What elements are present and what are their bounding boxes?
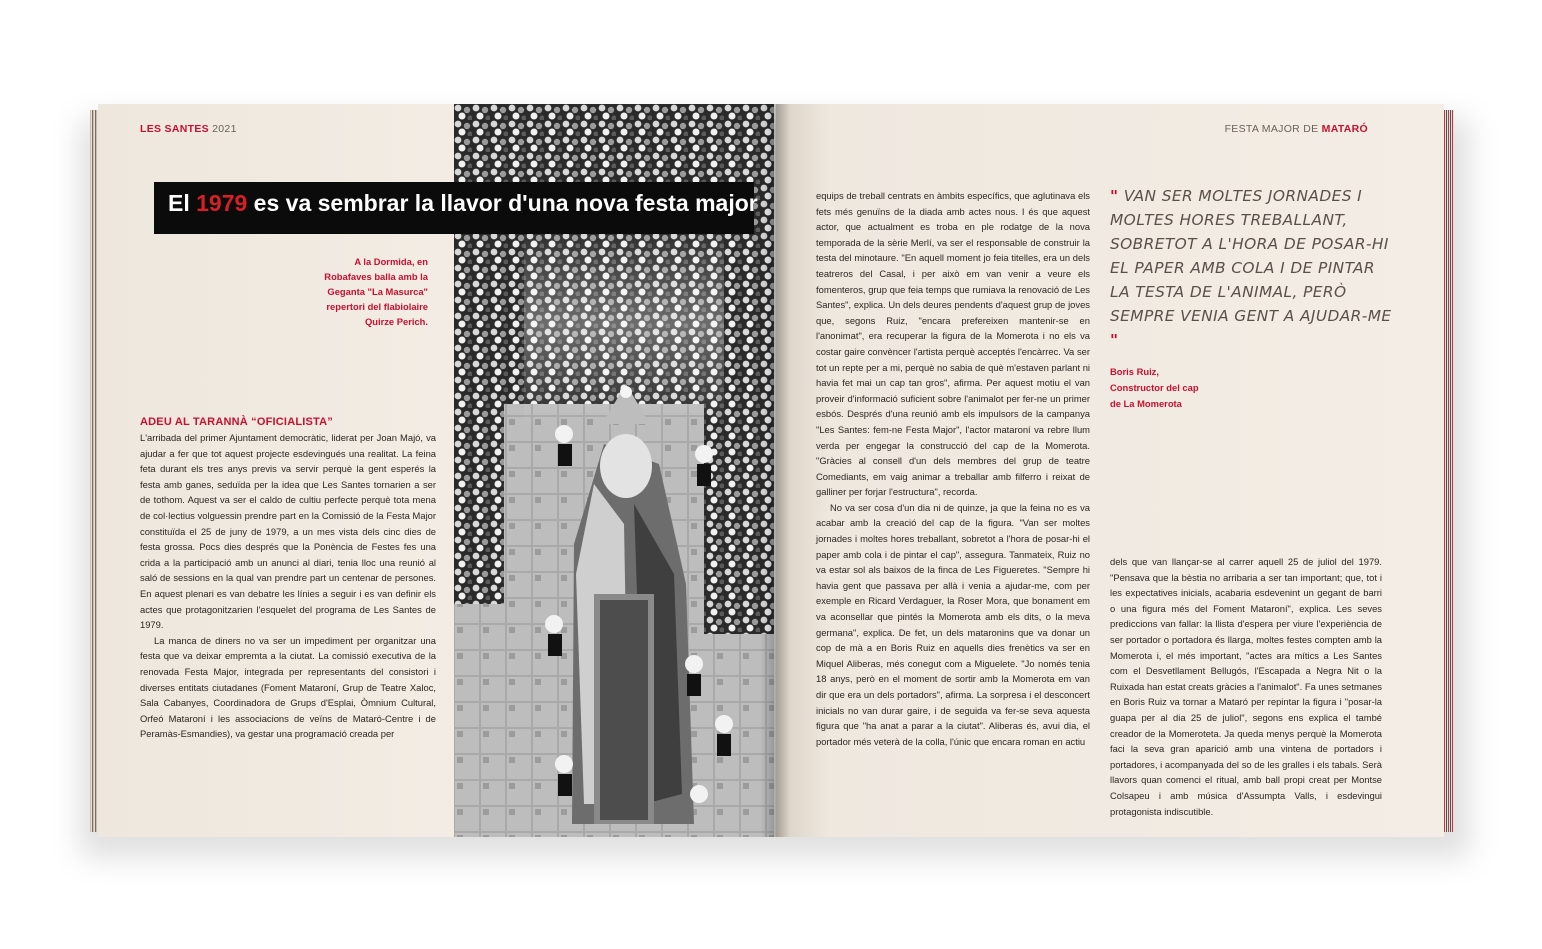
quote-attribution: [1110, 364, 1199, 412]
author-role: de La Momerota: [1110, 398, 1182, 409]
article-title: [168, 190, 758, 217]
body-paragraph: equips de treball centrats en àmbits específics, que aglutinava els fets més genuïns de la diada amb actes nous. I és que aquest actor, que actualment es troba en ple rodatge de la nova temporada de la sèrie Merlí, va ser el responsable de construir la testa del minotaure. "En aquell moment jo feia titelles, era un dels teatreros del Casal, i per això em van venir a veure els fomenteros, grup que feia temps que rumiava la renovació de Les Santes", explica. Un dels deures pendents d'aquest grup de joves que, segons Ruiz, "encara prefereixen mantenir-se en l'anonimat", era recuperar la figura de la Momerota i no els va costar gaire convèncer l'artista perquè acceptés l'encàrrec. Va ser tot un repte per a mi, perquè no sabia de què m'estaven parlant ni havia fet mai un cap tan gros", afirma. Per aquest motiu el van proveir d'informació suficient sobre l'animalot per fer-ne un primer esbós. Després d'una reunió amb els impulsors de la campanya "Les Santes: fem-ne Festa Major", l'actor mataroní va rebre llum verda per engegar la construcció del cap de la Momerota. "Gràcies al consell d'un dels membres del grup de teatre Comediants, em vaig animar a treballar amb filferro i reixat de galliner per forjar l'estructura", recorda.: [816, 190, 1090, 498]
author-role: Constructor del cap: [1110, 382, 1199, 393]
caption-line: Quirze Perich.: [364, 316, 428, 327]
title-pre: El: [168, 190, 197, 216]
right-page: [776, 104, 1444, 837]
pull-quote-text: VAN SER MOLTES JORNADES I MOLTES HORES TREBALLANT, SOBRETOT A L'HORA DE POSAR-HI EL PAPER AMB COLA I DE PINTAR LA TESTA DE L'ANIMAL, PERÒ SEMPRE VENIA GENT A AJUDAR-ME: [1110, 187, 1392, 325]
photo-caption: [276, 254, 428, 329]
title-post: es va sembrar la llavor d'una nova festa major: [247, 190, 758, 216]
body-paragraph: No va ser cosa d'un dia ni de quinze, ja que la feina no es va acabar amb la creació del cap de la figura. "Van ser moltes jornades i moltes hores treballant, sobretot a l'hora de posar-hi el paper amb cola i de pintar el cap", assegura. Tanmateix, Ruiz no va estar sol als baixos de la finca de Les Figueretes. "Sempre hi havia gent que passava per allà i venia a ajudar-me, com per exemple en Ricard Verdaguer, la Roser Mora, que bonament em va aconsellar que pintés la Momerota amb els dits, o la meva germana", explica. De fet, un dels mataronins que va donar un cop de mà a en Boris Ruiz en aquells dies frenètics va ser en Miquel Aliberas, més conegut com a Miguelete. "Jo només tenia 18 anys, però en el moment de sortir amb la Momerota em van dir que era un dels portadors", afirma. La sorpresa i el desconcert inicials no van durar gaire, i de seguida va fer-se seva aquesta figura que "ha anat a parar a la ciutat". Aliberas és, avui dia, el portador més veterà de la colla, l'únic que encara roman en actiu: [816, 501, 1090, 747]
title-year: 1979: [196, 190, 248, 216]
right-column-1: [816, 188, 1090, 749]
right-page-edges: [1444, 110, 1454, 832]
author-name: Boris Ruiz,: [1110, 366, 1159, 377]
caption-line: A la Dormida, en: [354, 256, 428, 267]
left-running-head: [140, 123, 237, 135]
left-page-edges: [90, 110, 98, 832]
pull-quote: [1110, 184, 1400, 352]
quote-close-mark: ": [1110, 331, 1119, 349]
book-spine-shadow: [760, 104, 790, 837]
section-subhead: ADEU AL TARANNÀ “OFICIALISTA”: [140, 416, 333, 428]
caption-line: Robafaves balla amb la: [324, 271, 428, 282]
running-head-prefix: FESTA MAJOR DE: [1224, 123, 1322, 135]
running-head-year: 2021: [212, 123, 237, 135]
running-head-city: MATARÓ: [1321, 123, 1368, 135]
right-column-2: [1110, 554, 1382, 819]
caption-line: Geganta "La Masurca": [327, 286, 428, 297]
caption-line: repertori del flabiolaire: [326, 301, 428, 312]
body-paragraph: L'arribada del primer Ajuntament democràtic, liderat per Joan Majó, va ajudar a fer que tot aquest projecte esdevingués una realitat. La feina feta durant els tres anys previs va servir perquè la gent esperés la festa amb ganes, seduïda per la idea que Les Santes tornarien a ser de tothom. Aquest va ser el caldo de cultiu perfecte perquè tota mena de col·lectius volguessin prendre part en la Comissió de la Festa Major constituïda el 25 de juny de 1979, a un mes vista dels cinc dies de festa grossa. Pocs dies després que la Ponència de Festes fes una crida a la participació amb un anunci al diari, tenia lloc una reunió al saló de sessions en la qual van prendre part un centenar de persones. En aquest plenari es van debatre les línies a seguir i es van definir els actes que protagonitzarien l'esquelet del programa de Les Santes de 1979.: [140, 432, 436, 631]
left-page: [98, 104, 774, 837]
quote-open-mark: ": [1110, 187, 1119, 205]
left-body-text: [140, 430, 436, 742]
right-running-head: [1225, 123, 1368, 135]
body-paragraph: La manca de diners no va ser un impediment per organitzar una festa que va deixar empremta a la ciutat. La comissió executiva de la renovada Festa Major, integrada per representants del consistori i diverses entitats ciutadanes (Foment Mataroní, Grup de Teatre Xaloc, Sala Cabanyes, Coordinadora de Grups d'Esplai, Òmnium Cultural, Orfeó Mataroní i les associacions de veïns de Mataró-Centre i de Peramàs-Esmandies), va gestar una programació creada per: [140, 634, 436, 740]
body-paragraph: dels que van llançar-se al carrer aquell 25 de juliol del 1979. "Pensava que la bèstia no arribaria a ser tan important; que, tot i les expectatives inicials, acabaria esdevenint un gegant de barri o una figura més del Foment Mataroní", explica. Les seves prediccions van fallar: la llista d'espera per viure l'experiència de ser portador o portadora és llarga, moltes festes compten amb la Momerota i, el més important, "actes ara mítics a Les Santes com el Desvetllament Bellugós, l'Escapada a Negra Nit o la Ruixada han estat creats gràcies a l'animalot". Fa unes setmanes en Boris Ruiz va tornar a Mataró per repintar la figura i "posar-la guapa per al dia 25 de juliol", segons ens explica el també creador de la Momeroteta. Ja queda menys perquè la Momerota faci la seva gran aparició amb una vintena de portadors i portadores, i acompanyada del so de les gralles i els tabals. Serà llavors quan comenci el ritual, amb ball propi creat per Montse Colsapeu i amb música d'Assumpta Valls, i esdevingui protagonista indiscutible.: [1110, 556, 1382, 817]
running-head-series: LES SANTES: [140, 123, 209, 135]
